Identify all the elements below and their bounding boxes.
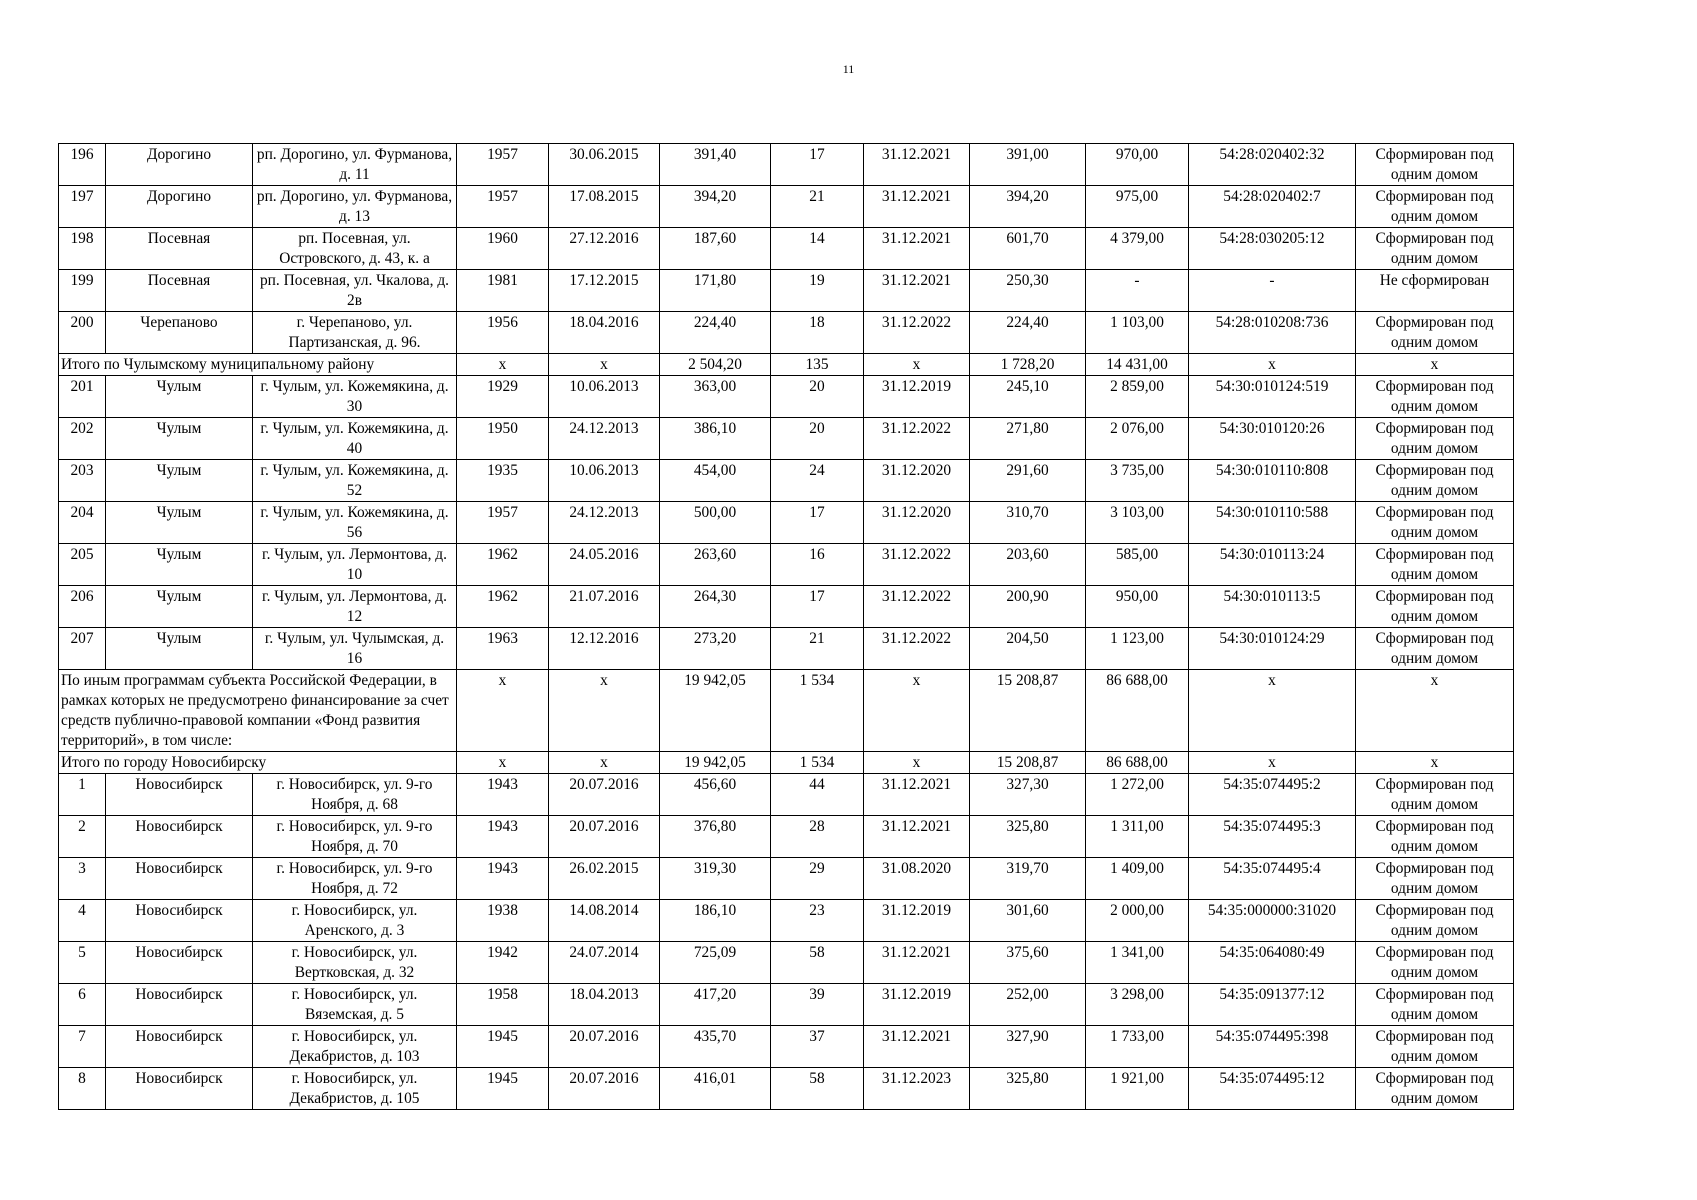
table-cell: 391,40 [660, 144, 771, 186]
table-cell: Чулым [106, 460, 253, 502]
table-cell: 1945 [457, 1068, 549, 1110]
table-row [59, 1068, 1514, 1110]
table-cell: 1962 [457, 544, 549, 586]
table-cell: 224,40 [660, 312, 771, 354]
table-cell: 31.12.2022 [864, 628, 970, 670]
table-cell: 16 [771, 544, 864, 586]
table-cell: 301,60 [970, 900, 1086, 942]
table-cell: Сформирован под одним домом [1356, 1026, 1514, 1068]
table-cell: 1 534 [771, 670, 864, 752]
table-row [59, 858, 1514, 900]
table-cell: 31.12.2021 [864, 1026, 970, 1068]
table-cell: 54:35:074495:2 [1189, 774, 1356, 816]
table-cell: Сформирован под одним домом [1356, 900, 1514, 942]
table-cell: 31.12.2020 [864, 460, 970, 502]
table-cell: 21 [771, 628, 864, 670]
table-cell: 54:30:010110:808 [1189, 460, 1356, 502]
table-cell: 263,60 [660, 544, 771, 586]
table-cell: 970,00 [1086, 144, 1189, 186]
table-cell: Новосибирск [106, 942, 253, 984]
table-cell: х [457, 752, 549, 774]
table-cell: 245,10 [970, 376, 1086, 418]
table-cell: 1 733,00 [1086, 1026, 1189, 1068]
table-cell: 376,80 [660, 816, 771, 858]
table-row [59, 186, 1514, 228]
table-cell: 1 123,00 [1086, 628, 1189, 670]
table-cell: 20 [771, 376, 864, 418]
table-cell: Сформирован под одним домом [1356, 144, 1514, 186]
table-cell: 31.12.2021 [864, 774, 970, 816]
table-cell: 1 311,00 [1086, 816, 1189, 858]
table-cell: 31.12.2020 [864, 502, 970, 544]
table-cell: 1958 [457, 984, 549, 1026]
subtotal-label: Итого по Чулымскому муниципальному району [59, 354, 457, 376]
table-cell: 54:30:010110:588 [1189, 502, 1356, 544]
table-cell: 454,00 [660, 460, 771, 502]
table-cell: Новосибирск [106, 774, 253, 816]
table-cell: рп. Дорогино, ул. Фурманова, д. 13 [253, 186, 457, 228]
table-cell: 200,90 [970, 586, 1086, 628]
table-cell: 4 [59, 900, 106, 942]
table-cell: г. Новосибирск, ул. Вяземская, д. 5 [253, 984, 457, 1026]
table-cell: 1935 [457, 460, 549, 502]
table-cell: - [1086, 270, 1189, 312]
table-cell: 17.08.2015 [549, 186, 660, 228]
table-cell: 10.06.2013 [549, 460, 660, 502]
housing-registry-table [58, 143, 1514, 1110]
table-cell: рп. Посевная, ул. Чкалова, д. 2в [253, 270, 457, 312]
table-cell: 17 [771, 586, 864, 628]
table-cell: 31.12.2021 [864, 816, 970, 858]
table-cell: г. Чулым, ул. Кожемякина, д. 40 [253, 418, 457, 460]
table-cell: 1942 [457, 942, 549, 984]
table-cell: х [1189, 670, 1356, 752]
table-cell: 24.07.2014 [549, 942, 660, 984]
section-row [59, 670, 1514, 752]
table-cell: Сформирован под одним домом [1356, 816, 1514, 858]
table-cell: 204 [59, 502, 106, 544]
table-cell: 21 [771, 186, 864, 228]
table-cell: г. Чулым, ул. Лермонтова, д. 12 [253, 586, 457, 628]
table-cell: г. Новосибирск, ул. Декабристов, д. 105 [253, 1068, 457, 1110]
table-cell: 44 [771, 774, 864, 816]
table-cell: Сформирован под одним домом [1356, 774, 1514, 816]
table-cell: г. Чулым, ул. Кожемякина, д. 56 [253, 502, 457, 544]
table-cell: Посевная [106, 270, 253, 312]
table-cell: 1956 [457, 312, 549, 354]
table-cell: 291,60 [970, 460, 1086, 502]
registry-body [59, 144, 1514, 1110]
table-cell: 1 409,00 [1086, 858, 1189, 900]
table-cell: 54:35:064080:49 [1189, 942, 1356, 984]
table-row [59, 502, 1514, 544]
table-cell: 202 [59, 418, 106, 460]
table-row [59, 816, 1514, 858]
table-cell: г. Новосибирск, ул. 9-го Ноября, д. 72 [253, 858, 457, 900]
table-cell: Новосибирск [106, 1068, 253, 1110]
table-cell: 54:35:074495:4 [1189, 858, 1356, 900]
table-cell: 8 [59, 1068, 106, 1110]
table-cell: 54:28:020402:7 [1189, 186, 1356, 228]
table-cell: 207 [59, 628, 106, 670]
table-cell: 205 [59, 544, 106, 586]
table-cell: 54:30:010113:24 [1189, 544, 1356, 586]
table-cell: 21.07.2016 [549, 586, 660, 628]
table-cell: Новосибирск [106, 900, 253, 942]
table-cell: Сформирован под одним домом [1356, 628, 1514, 670]
table-cell: Сформирован под одним домом [1356, 186, 1514, 228]
table-cell: 7 [59, 1026, 106, 1068]
table-cell: 3 298,00 [1086, 984, 1189, 1026]
table-cell: 135 [771, 354, 864, 376]
table-cell: Сформирован под одним домом [1356, 418, 1514, 460]
table-cell: 601,70 [970, 228, 1086, 270]
table-cell: рп. Посевная, ул. Островского, д. 43, к. а [253, 228, 457, 270]
table-row [59, 144, 1514, 186]
table-row [59, 1026, 1514, 1068]
table-cell: 20.07.2016 [549, 1026, 660, 1068]
table-cell: 31.12.2022 [864, 586, 970, 628]
table-cell: 1 728,20 [970, 354, 1086, 376]
table-cell: 2 076,00 [1086, 418, 1189, 460]
table-cell: Сформирован под одним домом [1356, 502, 1514, 544]
table-cell: г. Чулым, ул. Кожемякина, д. 52 [253, 460, 457, 502]
table-cell: Чулым [106, 502, 253, 544]
table-cell: 1957 [457, 186, 549, 228]
table-cell: 198 [59, 228, 106, 270]
table-cell: х [549, 354, 660, 376]
table-cell: 54:35:000000:31020 [1189, 900, 1356, 942]
table-cell: г. Черепаново, ул. Партизанская, д. 96. [253, 312, 457, 354]
table-cell: Сформирован под одним домом [1356, 984, 1514, 1026]
table-cell: 54:30:010113:5 [1189, 586, 1356, 628]
table-row [59, 418, 1514, 460]
table-cell: г. Новосибирск, ул. 9-го Ноября, д. 70 [253, 816, 457, 858]
table-cell: 17 [771, 502, 864, 544]
table-cell: Сформирован под одним домом [1356, 1068, 1514, 1110]
table-cell: 17 [771, 144, 864, 186]
table-cell: х [1356, 354, 1514, 376]
table-cell: 585,00 [1086, 544, 1189, 586]
table-cell: 3 735,00 [1086, 460, 1189, 502]
table-row [59, 312, 1514, 354]
table-cell: 54:28:020402:32 [1189, 144, 1356, 186]
table-cell: х [457, 354, 549, 376]
table-cell: 1943 [457, 774, 549, 816]
table-row [59, 628, 1514, 670]
table-cell: 54:30:010124:519 [1189, 376, 1356, 418]
table-cell: 37 [771, 1026, 864, 1068]
table-cell: 31.12.2019 [864, 984, 970, 1026]
table-cell: Чулым [106, 418, 253, 460]
table-cell: Чулым [106, 586, 253, 628]
table-cell: Сформирован под одним домом [1356, 376, 1514, 418]
table-cell: 15 208,87 [970, 752, 1086, 774]
table-cell: 375,60 [970, 942, 1086, 984]
table-cell: 1957 [457, 502, 549, 544]
table-cell: 1 [59, 774, 106, 816]
table-cell: 14 431,00 [1086, 354, 1189, 376]
table-cell: 54:30:010124:29 [1189, 628, 1356, 670]
table-cell: Сформирован под одним домом [1356, 586, 1514, 628]
table-cell: 1 341,00 [1086, 942, 1189, 984]
table-cell: 54:35:074495:3 [1189, 816, 1356, 858]
table-cell: 2 859,00 [1086, 376, 1189, 418]
table-cell: 2 000,00 [1086, 900, 1189, 942]
table-cell: Новосибирск [106, 858, 253, 900]
table-cell: 31.12.2022 [864, 544, 970, 586]
table-cell: 28 [771, 816, 864, 858]
table-cell: 30.06.2015 [549, 144, 660, 186]
table-cell: х [1189, 354, 1356, 376]
table-cell: г. Чулым, ул. Чулымская, д. 16 [253, 628, 457, 670]
table-cell: 31.12.2021 [864, 270, 970, 312]
table-cell: Сформирован под одним домом [1356, 858, 1514, 900]
table-cell: Сформирован под одним домом [1356, 228, 1514, 270]
table-cell: 24.12.2013 [549, 502, 660, 544]
table-cell: 1943 [457, 858, 549, 900]
table-row [59, 376, 1514, 418]
table-cell: 417,20 [660, 984, 771, 1026]
table-cell: 1957 [457, 144, 549, 186]
table-cell: 54:35:074495:398 [1189, 1026, 1356, 1068]
table-cell: 86 688,00 [1086, 670, 1189, 752]
table-row [59, 942, 1514, 984]
table-cell: 1 534 [771, 752, 864, 774]
table-cell: г. Новосибирск, ул. Декабристов, д. 103 [253, 1026, 457, 1068]
table-cell: Чулым [106, 544, 253, 586]
table-cell: х [457, 670, 549, 752]
table-cell: 86 688,00 [1086, 752, 1189, 774]
table-cell: 20.07.2016 [549, 816, 660, 858]
table-cell: - [1189, 270, 1356, 312]
table-cell: х [864, 670, 970, 752]
table-row [59, 900, 1514, 942]
table-cell: 204,50 [970, 628, 1086, 670]
table-cell: Сформирован под одним домом [1356, 312, 1514, 354]
table-cell: Чулым [106, 628, 253, 670]
table-row [59, 774, 1514, 816]
table-cell: 58 [771, 1068, 864, 1110]
table-row [59, 984, 1514, 1026]
table-cell: 319,70 [970, 858, 1086, 900]
table-row [59, 228, 1514, 270]
table-cell: 363,00 [660, 376, 771, 418]
table-cell: 14 [771, 228, 864, 270]
table-cell: х [1189, 752, 1356, 774]
table-cell: 1938 [457, 900, 549, 942]
table-cell: 1963 [457, 628, 549, 670]
table-cell: Черепаново [106, 312, 253, 354]
table-cell: 4 379,00 [1086, 228, 1189, 270]
table-cell: 394,20 [970, 186, 1086, 228]
table-cell: 186,10 [660, 900, 771, 942]
table-cell: 310,70 [970, 502, 1086, 544]
table-cell: Дорогино [106, 144, 253, 186]
table-cell: г. Новосибирск, ул. 9-го Ноября, д. 68 [253, 774, 457, 816]
table-cell: 327,90 [970, 1026, 1086, 1068]
table-cell: 18.04.2016 [549, 312, 660, 354]
table-cell: 24.12.2013 [549, 418, 660, 460]
table-cell: 1981 [457, 270, 549, 312]
table-cell: 2 504,20 [660, 354, 771, 376]
table-cell: 201 [59, 376, 106, 418]
table-cell: Сформирован под одним домом [1356, 460, 1514, 502]
table-row [59, 586, 1514, 628]
table-cell: 31.12.2019 [864, 900, 970, 942]
table-cell: 14.08.2014 [549, 900, 660, 942]
table-cell: 1943 [457, 816, 549, 858]
table-cell: 24 [771, 460, 864, 502]
table-cell: г. Новосибирск, ул. Вертковская, д. 32 [253, 942, 457, 984]
table-row [59, 544, 1514, 586]
table-cell: 327,30 [970, 774, 1086, 816]
table-cell: 1962 [457, 586, 549, 628]
table-cell: 386,10 [660, 418, 771, 460]
table-cell: 39 [771, 984, 864, 1026]
table-cell: 3 103,00 [1086, 502, 1189, 544]
table-cell: 950,00 [1086, 586, 1189, 628]
table-cell: х [1356, 752, 1514, 774]
table-cell: 325,80 [970, 816, 1086, 858]
table-cell: 391,00 [970, 144, 1086, 186]
table-cell: 31.12.2021 [864, 942, 970, 984]
table-cell: 319,30 [660, 858, 771, 900]
table-row [59, 270, 1514, 312]
table-cell: 31.08.2020 [864, 858, 970, 900]
table-cell: х [549, 752, 660, 774]
table-cell: 31.12.2019 [864, 376, 970, 418]
table-cell: 19 [771, 270, 864, 312]
table-cell: 196 [59, 144, 106, 186]
table-cell: 31.12.2022 [864, 418, 970, 460]
table-cell: 58 [771, 942, 864, 984]
table-cell: х [1356, 670, 1514, 752]
table-cell: Сформирован под одним домом [1356, 942, 1514, 984]
table-cell: 54:35:074495:12 [1189, 1068, 1356, 1110]
table-cell: г. Чулым, ул. Кожемякина, д. 30 [253, 376, 457, 418]
table-cell: 200 [59, 312, 106, 354]
table-cell: 54:28:030205:12 [1189, 228, 1356, 270]
table-cell: 3 [59, 858, 106, 900]
table-cell: 1960 [457, 228, 549, 270]
table-cell: 1 272,00 [1086, 774, 1189, 816]
table-cell: 264,30 [660, 586, 771, 628]
table-cell: рп. Дорогино, ул. Фурманова, д. 11 [253, 144, 457, 186]
table-cell: 31.12.2021 [864, 144, 970, 186]
table-cell: Новосибирск [106, 984, 253, 1026]
table-cell: 199 [59, 270, 106, 312]
table-cell: 271,80 [970, 418, 1086, 460]
table-cell: 2 [59, 816, 106, 858]
table-cell: Дорогино [106, 186, 253, 228]
table-cell: 31.12.2022 [864, 312, 970, 354]
table-cell: 10.06.2013 [549, 376, 660, 418]
table-cell: 187,60 [660, 228, 771, 270]
table-cell: 416,01 [660, 1068, 771, 1110]
table-cell: 24.05.2016 [549, 544, 660, 586]
table-cell: х [864, 752, 970, 774]
table-cell: 273,20 [660, 628, 771, 670]
table-cell: 31.12.2023 [864, 1068, 970, 1110]
table-cell: 325,80 [970, 1068, 1086, 1110]
table-cell: 500,00 [660, 502, 771, 544]
table-cell: 1950 [457, 418, 549, 460]
table-cell: Новосибирск [106, 816, 253, 858]
table-cell: 725,09 [660, 942, 771, 984]
table-cell: 171,80 [660, 270, 771, 312]
table-cell: 54:35:091377:12 [1189, 984, 1356, 1026]
table-cell: 29 [771, 858, 864, 900]
table-cell: 12.12.2016 [549, 628, 660, 670]
table-cell: 1945 [457, 1026, 549, 1068]
table-cell: Не сформирован [1356, 270, 1514, 312]
table-cell: х [549, 670, 660, 752]
table-cell: 197 [59, 186, 106, 228]
page-number: 11 [842, 62, 855, 76]
table-cell: 18 [771, 312, 864, 354]
table-cell: 203,60 [970, 544, 1086, 586]
subtotal-row [59, 752, 1514, 774]
table-cell: 975,00 [1086, 186, 1189, 228]
table-cell: 250,30 [970, 270, 1086, 312]
table-cell: Сформирован под одним домом [1356, 544, 1514, 586]
table-cell: 18.04.2013 [549, 984, 660, 1026]
table-cell: 206 [59, 586, 106, 628]
table-cell: 20 [771, 418, 864, 460]
table-cell: 19 942,05 [660, 670, 771, 752]
table-cell: 435,70 [660, 1026, 771, 1068]
table-cell: 31.12.2021 [864, 186, 970, 228]
table-cell: х [864, 354, 970, 376]
table-cell: 20.07.2016 [549, 774, 660, 816]
table-cell: 252,00 [970, 984, 1086, 1026]
table-cell: г. Новосибирск, ул. Аренского, д. 3 [253, 900, 457, 942]
table-cell: 27.12.2016 [549, 228, 660, 270]
table-cell: Посевная [106, 228, 253, 270]
table-cell: 19 942,05 [660, 752, 771, 774]
table-cell: 1 103,00 [1086, 312, 1189, 354]
table-cell: 394,20 [660, 186, 771, 228]
table-cell: 1929 [457, 376, 549, 418]
subtotal-label: Итого по городу Новосибирску [59, 752, 457, 774]
table-cell: 5 [59, 942, 106, 984]
table-cell: 20.07.2016 [549, 1068, 660, 1110]
table-cell: 203 [59, 460, 106, 502]
table-cell: 1 921,00 [1086, 1068, 1189, 1110]
table-row [59, 460, 1514, 502]
subtotal-row [59, 354, 1514, 376]
table-cell: 6 [59, 984, 106, 1026]
table-cell: Чулым [106, 376, 253, 418]
table-cell: Новосибирск [106, 1026, 253, 1068]
section-label: По иным программам субъекта Российской Федерации, в рамках которых не предусмотрено финансирование за счет средств публично-правовой компании «Фонд развития территорий», в том числе: [59, 670, 457, 752]
table-cell: г. Чулым, ул. Лермонтова, д. 10 [253, 544, 457, 586]
table-cell: 54:28:010208:736 [1189, 312, 1356, 354]
table-cell: 15 208,87 [970, 670, 1086, 752]
table-cell: 31.12.2021 [864, 228, 970, 270]
table-cell: 456,60 [660, 774, 771, 816]
table-cell: 17.12.2015 [549, 270, 660, 312]
table-cell: 224,40 [970, 312, 1086, 354]
table-cell: 26.02.2015 [549, 858, 660, 900]
table-cell: 54:30:010120:26 [1189, 418, 1356, 460]
table-cell: 23 [771, 900, 864, 942]
